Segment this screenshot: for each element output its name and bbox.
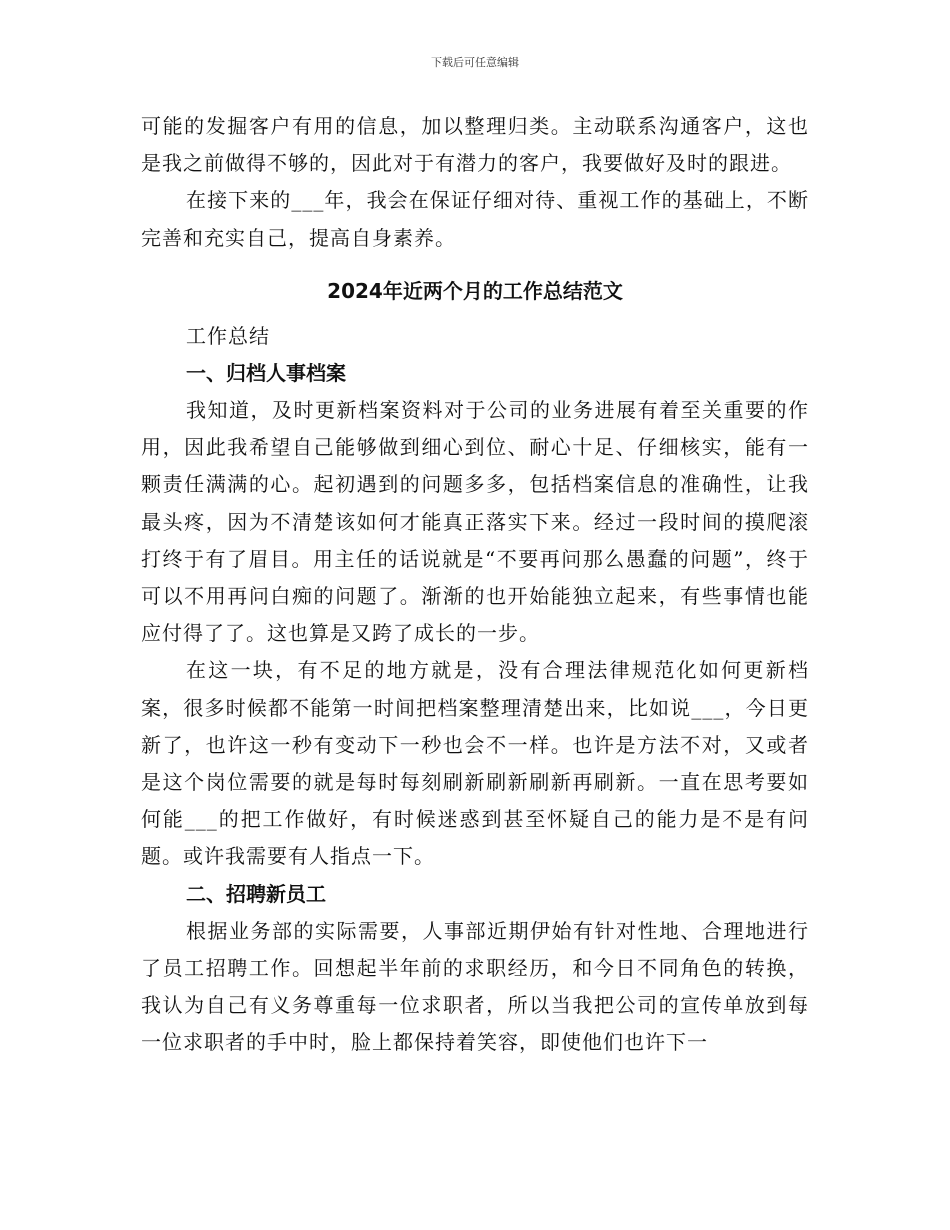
- section-paragraph: 在这一块，有不足的地方就是，没有合理法律规范化如何更新档案，很多时候都不能第一时间把档案整理清楚出来，比如说___，今日更新了，也许这一秒有变动下一秒也会不一样。也许是方法不对，又或者是这个岗位需要的就是每时每刻刷新刷新刷新再刷新。一直在思考要如何能___的把工作做好，有时候迷惑到甚至怀疑自己的能力是不是有问题。或许我需要有人指点一下。: [141, 658, 809, 869]
- document-body: [141, 108, 809, 1061]
- section-heading: 二、招聘新员工: [186, 881, 326, 906]
- page-header: 下载后可任意编辑: [431, 56, 519, 69]
- intro-paragraph: 可能的发掘客户有用的信息，加以整理归类。主动联系沟通客户，这也是我之前做得不够的，因此对于有潜力的客户，我要做好及时的跟进。: [141, 114, 809, 176]
- section-heading: 一、归档人事档案: [186, 361, 346, 386]
- intro-paragraph: 在接下来的___年，我会在保证仔细对待、重视工作的基础上，不断完善和充实自己，提高自身素养。: [141, 188, 809, 250]
- subtitle: 工作总结: [186, 323, 270, 348]
- section-paragraph: 我知道，及时更新档案资料对于公司的业务进展有着至关重要的作用，因此我希望自己能够做到细心到位、耐心十足、仔细核实，能有一颗责任满满的心。起初遇到的问题多多，包括档案信息的准确性，让我最头疼，因为不清楚该如何才能真正落实下来。经过一段时间的摸爬滚打终于有了眉目。用主任的话说就是“不要再问那么愚蠢的问题”，终于可以不用再问白痴的问题了。渐渐的也开始能独立起来，有些事情也能应付得了了。这也算是又跨了成长的一步。: [141, 398, 809, 646]
- document-title: 2024年近两个月的工作总结范文: [327, 278, 623, 303]
- section-paragraph: 根据业务部的实际需要，人事部近期伊始有针对性地、合理地进行了员工招聘工作。回想起半年前的求职经历，和今日不同角色的转换，我认为自己有义务尊重每一位求职者，所以当我把公司的宣传单放到每一位求职者的手中时，脸上都保持着笑容，即使他们也许下一: [141, 918, 809, 1055]
